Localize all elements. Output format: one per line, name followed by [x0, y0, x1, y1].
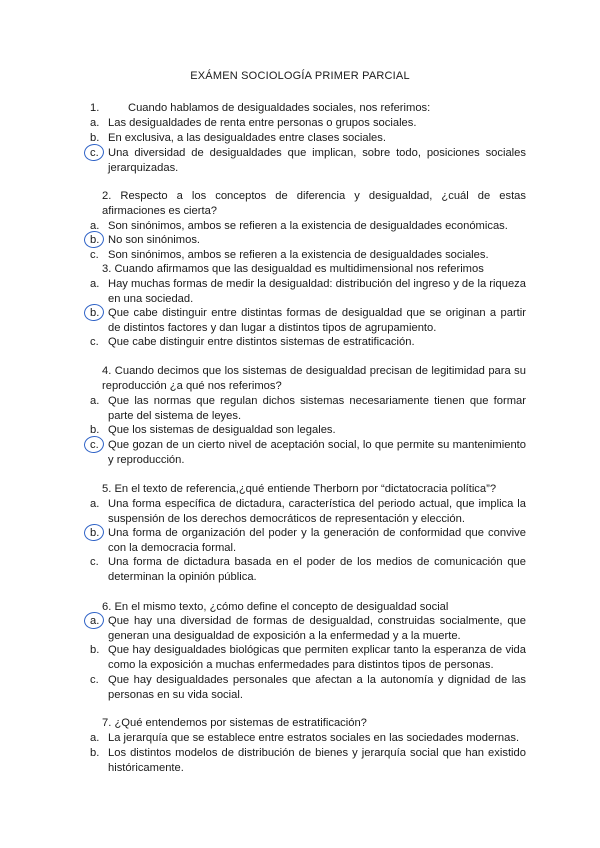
option-1a: a. Las desigualdades de renta entre personas o grupos sociales. [90, 117, 417, 129]
option-3a: a. Hay muchas formas de medir la desigualdad: distribución del ingreso y de la riqueza en una sociedad. [90, 278, 526, 305]
option-7b: b. Los distintos modelos de distribución de bienes y jerarquía social que han existido históricamente. [90, 747, 526, 774]
question-1 [90, 101, 526, 116]
option-2b: b. No son sinónimos. [90, 234, 201, 246]
option-4c: c. Que gozan de un cierto nivel de aceptación social, lo que permite su mantenimiento y reproducción. [90, 439, 526, 466]
answer-mark-5b [83, 523, 105, 543]
option-6a: a. Que hay una diversidad de formas de desigualdad, construidas socialmente, que generan una desigualdad de exposición a la enfermedad y a la muerte. [90, 615, 526, 642]
answer-mark-4c [83, 435, 105, 455]
option-1b: b. En exclusiva, a las desigualdades entre clases sociales. [90, 132, 386, 144]
answer-mark-3b [83, 303, 105, 323]
option-3b: b. Que cabe distinguir entre distintas formas de desigualdad que se originan a partir de distintos factores y dan lugar a distintos tipos de agrupamiento. [90, 307, 526, 334]
question-4: 4. Cuando decimos que los sistemas de desigualdad precisan de legitimidad para su reproducción ¿a qué nos referimos? [102, 365, 526, 392]
option-3c: c. Que cabe distinguir entre distintos sistemas de estratificación. [90, 336, 415, 348]
question-text: Cuando hablamos de desigualdades sociales, nos referimos: [128, 102, 431, 114]
option-7a: a. La jerarquía que se establece entre estratos sociales en las sociedades modernas. [90, 732, 520, 744]
option-4a: a. Que las normas que regulan dichos sistemas necesariamente tienen que formar parte del sistema de leyes. [90, 395, 526, 422]
question-3: 3. Cuando afirmamos que las desigualdad es multidimensional nos referimos [102, 263, 484, 275]
page-title: EXÁMEN SOCIOLOGÍA PRIMER PARCIAL [190, 70, 410, 82]
option-6c: c. Que hay desigualdades personales que afectan a la autonomía y dignidad de las personas en su vida social. [90, 674, 526, 701]
question-5: 5. En el texto de referencia,¿qué entiende Therborn por “dictatocracia política”? [102, 483, 497, 495]
question-6: 6. En el mismo texto, ¿cómo define el concepto de desigualdad social [102, 601, 449, 613]
option-6b: b. Que hay desigualdades biológicas que permiten explicar tanto la esperanza de vida como la exposición a muchas enfermedades para distintos tipos de personas. [90, 644, 526, 671]
option-4b: b. Que los sistemas de desigualdad son legales. [90, 424, 336, 436]
option-5b: b. Una forma de organización del poder y la generación de conformidad que convive con la democracia formal. [90, 527, 526, 554]
answer-mark-2b [83, 230, 105, 250]
question-7: 7. ¿Qué entendemos por sistemas de estratificación? [102, 717, 367, 729]
answer-mark-1c [83, 143, 105, 163]
question-2: 2. Respecto a los conceptos de diferencia y desigualdad, ¿cuál de estas afirmaciones es cierta? [102, 190, 526, 217]
question-number: 1. [90, 102, 100, 114]
option-5c: c. Una forma de dictadura basada en el poder de los medios de comunicación que determinan la opinión pública. [90, 556, 526, 583]
option-2a: a. Son sinónimos, ambos se refieren a la existencia de desigualdades económicas. [90, 220, 508, 232]
option-1c: c. Una diversidad de desigualdades que implican, sobre todo, posiciones sociales jerarquizadas. [90, 147, 526, 174]
option-2c: c. Son sinónimos, ambos se refieren a la existencia de desigualdades sociales. [90, 249, 489, 261]
option-5a: a. Una forma específica de dictadura, característica del periodo actual, que implica la suspensión de los derechos democráticos de representación y elección. [90, 498, 526, 525]
